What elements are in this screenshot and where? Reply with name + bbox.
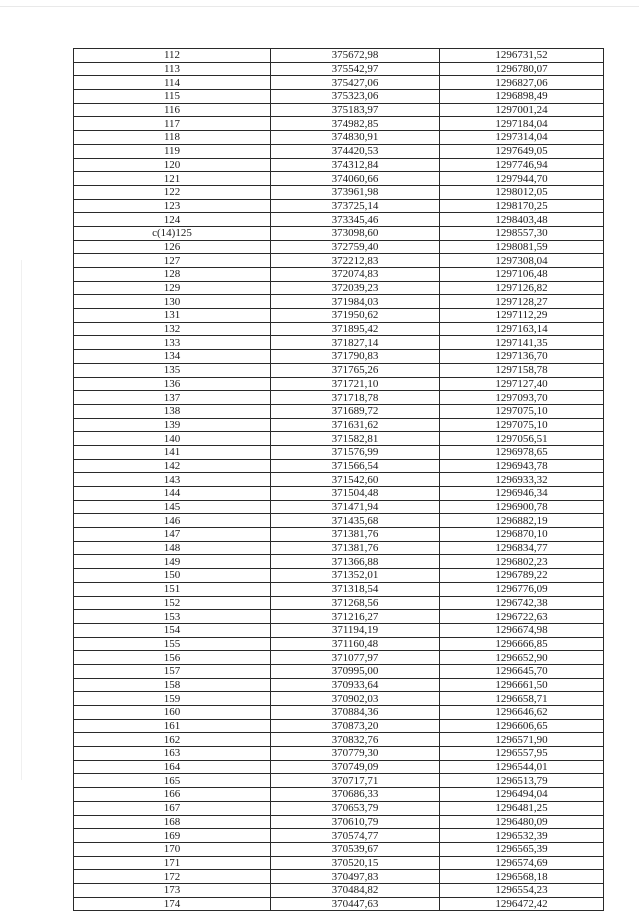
point-number-cell: 168	[74, 815, 271, 829]
table-row	[74, 350, 604, 364]
x-coordinate-cell: 374312,84	[271, 158, 440, 172]
table-row	[74, 418, 604, 432]
y-coordinate-cell: 1296742,38	[440, 596, 604, 610]
x-coordinate-cell: 370873,20	[271, 719, 440, 733]
x-coordinate-cell: 373098,60	[271, 226, 440, 240]
table-row	[74, 377, 604, 391]
x-coordinate-cell: 375183,97	[271, 103, 440, 117]
x-coordinate-cell: 371542,60	[271, 473, 440, 487]
y-coordinate-cell: 1296646,62	[440, 706, 604, 720]
point-number-cell: с(14)125	[74, 226, 271, 240]
table-row	[74, 623, 604, 637]
x-coordinate-cell: 370520,15	[271, 856, 440, 870]
y-coordinate-cell: 1296652,90	[440, 651, 604, 665]
x-coordinate-cell: 370995,00	[271, 664, 440, 678]
x-coordinate-cell: 371895,42	[271, 322, 440, 336]
x-coordinate-cell: 371318,54	[271, 582, 440, 596]
point-number-cell: 140	[74, 432, 271, 446]
table-row	[74, 569, 604, 583]
point-number-cell: 127	[74, 254, 271, 268]
y-coordinate-cell: 1298012,05	[440, 185, 604, 199]
y-coordinate-cell: 1296645,70	[440, 664, 604, 678]
table-row	[74, 295, 604, 309]
point-number-cell: 145	[74, 500, 271, 514]
x-coordinate-cell: 370832,76	[271, 733, 440, 747]
x-coordinate-cell: 371950,62	[271, 309, 440, 323]
y-coordinate-cell: 1296574,69	[440, 856, 604, 870]
x-coordinate-cell: 371077,97	[271, 651, 440, 665]
y-coordinate-cell: 1296513,79	[440, 774, 604, 788]
y-coordinate-cell: 1296898,49	[440, 90, 604, 104]
y-coordinate-cell: 1296606,65	[440, 719, 604, 733]
x-coordinate-cell: 374830,91	[271, 131, 440, 145]
table-row	[74, 815, 604, 829]
y-coordinate-cell: 1298081,59	[440, 240, 604, 254]
x-coordinate-cell: 370539,67	[271, 842, 440, 856]
table-row	[74, 158, 604, 172]
table-row	[74, 596, 604, 610]
y-coordinate-cell: 1296480,09	[440, 815, 604, 829]
x-coordinate-cell: 370717,71	[271, 774, 440, 788]
y-coordinate-cell: 1296870,10	[440, 528, 604, 542]
point-number-cell: 148	[74, 541, 271, 555]
y-coordinate-cell: 1298557,30	[440, 226, 604, 240]
x-coordinate-cell: 371268,56	[271, 596, 440, 610]
point-number-cell: 123	[74, 199, 271, 213]
table-row	[74, 500, 604, 514]
y-coordinate-cell: 1296802,23	[440, 555, 604, 569]
table-row	[74, 254, 604, 268]
point-number-cell: 114	[74, 76, 271, 90]
x-coordinate-cell: 371381,76	[271, 528, 440, 542]
table-row	[74, 226, 604, 240]
x-coordinate-cell: 372074,83	[271, 268, 440, 282]
point-number-cell: 129	[74, 281, 271, 295]
x-coordinate-cell: 375427,06	[271, 76, 440, 90]
point-number-cell: 159	[74, 692, 271, 706]
y-coordinate-cell: 1297136,70	[440, 350, 604, 364]
point-number-cell: 146	[74, 514, 271, 528]
table-row	[74, 610, 604, 624]
point-number-cell: 142	[74, 459, 271, 473]
table-row	[74, 445, 604, 459]
page-top-edge	[0, 6, 639, 7]
table-row	[74, 144, 604, 158]
x-coordinate-cell: 371827,14	[271, 336, 440, 350]
x-coordinate-cell: 370884,36	[271, 706, 440, 720]
x-coordinate-cell: 370497,83	[271, 870, 440, 884]
table-row	[74, 883, 604, 897]
point-number-cell: 144	[74, 487, 271, 501]
y-coordinate-cell: 1296557,95	[440, 747, 604, 761]
x-coordinate-cell: 373345,46	[271, 213, 440, 227]
table-row	[74, 897, 604, 911]
table-row	[74, 829, 604, 843]
x-coordinate-cell: 370574,77	[271, 829, 440, 843]
x-coordinate-cell: 372212,83	[271, 254, 440, 268]
y-coordinate-cell: 1296943,78	[440, 459, 604, 473]
point-number-cell: 166	[74, 788, 271, 802]
y-coordinate-cell: 1297649,05	[440, 144, 604, 158]
x-coordinate-cell: 371504,48	[271, 487, 440, 501]
y-coordinate-cell: 1297944,70	[440, 172, 604, 186]
point-number-cell: 124	[74, 213, 271, 227]
x-coordinate-cell: 371631,62	[271, 418, 440, 432]
x-coordinate-cell: 370933,64	[271, 678, 440, 692]
table-row	[74, 487, 604, 501]
point-number-cell: 162	[74, 733, 271, 747]
table-row	[74, 336, 604, 350]
x-coordinate-cell: 375542,97	[271, 62, 440, 76]
table-row	[74, 870, 604, 884]
y-coordinate-cell: 1296776,09	[440, 582, 604, 596]
x-coordinate-cell: 371689,72	[271, 404, 440, 418]
table-row	[74, 774, 604, 788]
x-coordinate-cell: 370610,79	[271, 815, 440, 829]
y-coordinate-cell: 1297093,70	[440, 391, 604, 405]
table-row	[74, 473, 604, 487]
table-row	[74, 76, 604, 90]
x-coordinate-cell: 371765,26	[271, 363, 440, 377]
point-number-cell: 126	[74, 240, 271, 254]
point-number-cell: 164	[74, 760, 271, 774]
table-row	[74, 856, 604, 870]
table-row	[74, 706, 604, 720]
x-coordinate-cell: 371216,27	[271, 610, 440, 624]
table-row	[74, 363, 604, 377]
y-coordinate-cell: 1297158,78	[440, 363, 604, 377]
y-coordinate-cell: 1297314,04	[440, 131, 604, 145]
point-number-cell: 119	[74, 144, 271, 158]
point-number-cell: 151	[74, 582, 271, 596]
y-coordinate-cell: 1296933,32	[440, 473, 604, 487]
x-coordinate-cell: 372039,23	[271, 281, 440, 295]
x-coordinate-cell: 375323,06	[271, 90, 440, 104]
point-number-cell: 143	[74, 473, 271, 487]
table-row	[74, 555, 604, 569]
x-coordinate-cell: 371721,10	[271, 377, 440, 391]
y-coordinate-cell: 1297184,04	[440, 117, 604, 131]
table-row	[74, 213, 604, 227]
point-number-cell: 128	[74, 268, 271, 282]
y-coordinate-cell: 1297106,48	[440, 268, 604, 282]
y-coordinate-cell: 1297308,04	[440, 254, 604, 268]
table-row	[74, 199, 604, 213]
point-number-cell: 132	[74, 322, 271, 336]
point-number-cell: 136	[74, 377, 271, 391]
table-row	[74, 432, 604, 446]
y-coordinate-cell: 1296571,90	[440, 733, 604, 747]
x-coordinate-cell: 371576,99	[271, 445, 440, 459]
point-number-cell: 170	[74, 842, 271, 856]
y-coordinate-cell: 1296780,07	[440, 62, 604, 76]
x-coordinate-cell: 371160,48	[271, 637, 440, 651]
point-number-cell: 113	[74, 62, 271, 76]
y-coordinate-cell: 1296532,39	[440, 829, 604, 843]
y-coordinate-cell: 1297126,82	[440, 281, 604, 295]
coordinates-table-body	[74, 49, 604, 911]
point-number-cell: 150	[74, 569, 271, 583]
point-number-cell: 112	[74, 49, 271, 63]
x-coordinate-cell: 371984,03	[271, 295, 440, 309]
table-row	[74, 281, 604, 295]
point-number-cell: 173	[74, 883, 271, 897]
table-row	[74, 514, 604, 528]
y-coordinate-cell: 1297056,51	[440, 432, 604, 446]
y-coordinate-cell: 1298403,48	[440, 213, 604, 227]
x-coordinate-cell: 372759,40	[271, 240, 440, 254]
point-number-cell: 122	[74, 185, 271, 199]
point-number-cell: 117	[74, 117, 271, 131]
table-row	[74, 185, 604, 199]
x-coordinate-cell: 370447,63	[271, 897, 440, 911]
y-coordinate-cell: 1296565,39	[440, 842, 604, 856]
x-coordinate-cell: 370749,09	[271, 760, 440, 774]
table-row	[74, 678, 604, 692]
y-coordinate-cell: 1296658,71	[440, 692, 604, 706]
y-coordinate-cell: 1296946,34	[440, 487, 604, 501]
x-coordinate-cell: 374982,85	[271, 117, 440, 131]
x-coordinate-cell: 371566,54	[271, 459, 440, 473]
table-row	[74, 651, 604, 665]
point-number-cell: 167	[74, 801, 271, 815]
x-coordinate-cell: 373725,14	[271, 199, 440, 213]
point-number-cell: 156	[74, 651, 271, 665]
x-coordinate-cell: 370779,30	[271, 747, 440, 761]
x-coordinate-cell: 371790,83	[271, 350, 440, 364]
table-row	[74, 62, 604, 76]
x-coordinate-cell: 371381,76	[271, 541, 440, 555]
y-coordinate-cell: 1297001,24	[440, 103, 604, 117]
point-number-cell: 131	[74, 309, 271, 323]
point-number-cell: 137	[74, 391, 271, 405]
x-coordinate-cell: 370484,82	[271, 883, 440, 897]
y-coordinate-cell: 1296494,04	[440, 788, 604, 802]
table-row	[74, 842, 604, 856]
y-coordinate-cell: 1296789,22	[440, 569, 604, 583]
point-number-cell: 158	[74, 678, 271, 692]
table-row	[74, 528, 604, 542]
table-row	[74, 117, 604, 131]
y-coordinate-cell: 1297128,27	[440, 295, 604, 309]
table-row	[74, 637, 604, 651]
y-coordinate-cell: 1296568,18	[440, 870, 604, 884]
y-coordinate-cell: 1296472,42	[440, 897, 604, 911]
point-number-cell: 172	[74, 870, 271, 884]
y-coordinate-cell: 1297163,14	[440, 322, 604, 336]
table-row	[74, 90, 604, 104]
point-number-cell: 171	[74, 856, 271, 870]
point-number-cell: 154	[74, 623, 271, 637]
y-coordinate-cell: 1296978,65	[440, 445, 604, 459]
table-row	[74, 541, 604, 555]
y-coordinate-cell: 1298170,25	[440, 199, 604, 213]
point-number-cell: 134	[74, 350, 271, 364]
point-number-cell: 120	[74, 158, 271, 172]
point-number-cell: 163	[74, 747, 271, 761]
point-number-cell: 174	[74, 897, 271, 911]
y-coordinate-cell: 1296554,23	[440, 883, 604, 897]
point-number-cell: 153	[74, 610, 271, 624]
point-number-cell: 169	[74, 829, 271, 843]
x-coordinate-cell: 371435,68	[271, 514, 440, 528]
table-row	[74, 103, 604, 117]
point-number-cell: 135	[74, 363, 271, 377]
x-coordinate-cell: 371718,78	[271, 391, 440, 405]
table-row	[74, 172, 604, 186]
y-coordinate-cell: 1296827,06	[440, 76, 604, 90]
x-coordinate-cell: 371471,94	[271, 500, 440, 514]
table-row	[74, 240, 604, 254]
point-number-cell: 121	[74, 172, 271, 186]
y-coordinate-cell: 1296731,52	[440, 49, 604, 63]
point-number-cell: 161	[74, 719, 271, 733]
x-coordinate-cell: 371194,19	[271, 623, 440, 637]
point-number-cell: 160	[74, 706, 271, 720]
x-coordinate-cell: 374420,53	[271, 144, 440, 158]
table-row	[74, 692, 604, 706]
table-row	[74, 664, 604, 678]
y-coordinate-cell: 1297075,10	[440, 404, 604, 418]
table-row	[74, 747, 604, 761]
table-row	[74, 788, 604, 802]
table-row	[74, 404, 604, 418]
x-coordinate-cell: 371582,81	[271, 432, 440, 446]
table-row	[74, 268, 604, 282]
point-number-cell: 139	[74, 418, 271, 432]
table-row	[74, 131, 604, 145]
x-coordinate-cell: 375672,98	[271, 49, 440, 63]
y-coordinate-cell: 1296834,77	[440, 541, 604, 555]
y-coordinate-cell: 1296544,01	[440, 760, 604, 774]
point-number-cell: 155	[74, 637, 271, 651]
x-coordinate-cell: 371352,01	[271, 569, 440, 583]
point-number-cell: 149	[74, 555, 271, 569]
point-number-cell: 138	[74, 404, 271, 418]
x-coordinate-cell: 371366,88	[271, 555, 440, 569]
point-number-cell: 130	[74, 295, 271, 309]
point-number-cell: 141	[74, 445, 271, 459]
x-coordinate-cell: 370686,33	[271, 788, 440, 802]
point-number-cell: 147	[74, 528, 271, 542]
page-left-fold	[21, 260, 22, 780]
y-coordinate-cell: 1296661,50	[440, 678, 604, 692]
y-coordinate-cell: 1296481,25	[440, 801, 604, 815]
x-coordinate-cell: 374060,66	[271, 172, 440, 186]
table-row	[74, 760, 604, 774]
y-coordinate-cell: 1297746,94	[440, 158, 604, 172]
y-coordinate-cell: 1296882,19	[440, 514, 604, 528]
point-number-cell: 116	[74, 103, 271, 117]
y-coordinate-cell: 1297127,40	[440, 377, 604, 391]
y-coordinate-cell: 1296674,98	[440, 623, 604, 637]
y-coordinate-cell: 1297141,35	[440, 336, 604, 350]
coordinates-table	[73, 48, 604, 911]
point-number-cell: 165	[74, 774, 271, 788]
table-row	[74, 582, 604, 596]
point-number-cell: 115	[74, 90, 271, 104]
table-row	[74, 322, 604, 336]
table-row	[74, 719, 604, 733]
x-coordinate-cell: 373961,98	[271, 185, 440, 199]
table-row	[74, 733, 604, 747]
x-coordinate-cell: 370653,79	[271, 801, 440, 815]
point-number-cell: 152	[74, 596, 271, 610]
table-row	[74, 459, 604, 473]
y-coordinate-cell: 1296666,85	[440, 637, 604, 651]
y-coordinate-cell: 1297075,10	[440, 418, 604, 432]
table-row	[74, 49, 604, 63]
table-row	[74, 391, 604, 405]
table-row	[74, 309, 604, 323]
y-coordinate-cell: 1296900,78	[440, 500, 604, 514]
y-coordinate-cell: 1296722,63	[440, 610, 604, 624]
point-number-cell: 133	[74, 336, 271, 350]
y-coordinate-cell: 1297112,29	[440, 309, 604, 323]
point-number-cell: 118	[74, 131, 271, 145]
point-number-cell: 157	[74, 664, 271, 678]
table-row	[74, 801, 604, 815]
x-coordinate-cell: 370902,03	[271, 692, 440, 706]
